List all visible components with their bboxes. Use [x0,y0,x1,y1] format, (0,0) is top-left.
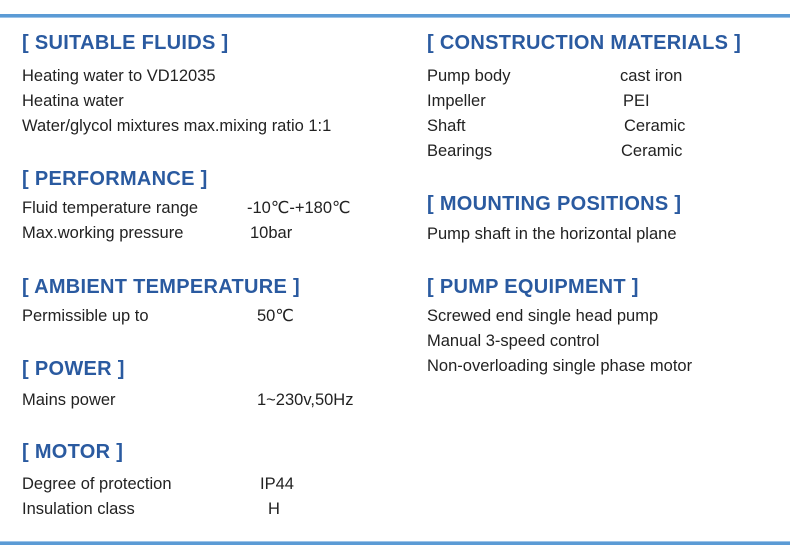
spec-label: Shaft [427,117,466,135]
list-item: Screwed end single head pump [427,307,659,325]
spec-row [22,497,407,522]
spec-label: Impeller [427,92,486,110]
spec-value: IP44 [260,475,294,493]
spec-row [427,139,777,164]
list-item: Heatina water [22,92,124,110]
section-motor [22,440,407,522]
spec-row [427,114,777,139]
spec-label: Pump body [427,67,511,85]
list-item: Heating water to VD12035 [22,67,216,85]
spec-value: -10℃-+180℃ [247,199,351,217]
spec-row [427,64,777,89]
spec-label: Max.working pressure [22,224,184,242]
spec-label: Permissible up to [22,307,149,325]
spec-value: 1~230v,50Hz [257,391,354,409]
heading-ambient-temperature: [ AMBIENT TEMPERATURE ] [22,276,300,298]
spec-value: Ceramic [624,117,686,135]
list-item: Pump shaft in the horizontal plane [427,225,677,243]
bottom-border [0,542,790,545]
spec-row [22,221,407,246]
section-ambient-temperature [22,275,407,329]
spec-label: Degree of protection [22,475,172,493]
spec-value: cast iron [620,67,683,85]
section-suitable-fluids [22,31,407,139]
spec-row [22,196,407,221]
spec-row [427,89,777,114]
heading-motor: [ MOTOR ] [22,441,124,463]
top-border [0,14,790,17]
section-performance [22,167,407,246]
section-mounting-positions [427,192,777,247]
spec-label: Fluid temperature range [22,199,199,217]
spec-value: 10bar [250,224,293,242]
spec-label: Bearings [427,142,493,160]
section-power [22,357,407,413]
heading-performance: [ PERFORMANCE ] [22,168,208,190]
heading-power: [ POWER ] [22,358,125,380]
spec-row [22,304,407,329]
spec-value: PEI [623,92,650,110]
heading-mounting-positions: [ MOUNTING POSITIONS ] [427,193,682,215]
section-construction-materials [427,31,777,164]
heading-construction-materials: [ CONSTRUCTION MATERIALS ] [427,32,742,54]
heading-suitable-fluids: [ SUITABLE FLUIDS ] [22,32,229,54]
heading-pump-equipment: [ PUMP EQUIPMENT ] [427,276,639,298]
section-pump-equipment [427,275,777,379]
spec-value: 50℃ [257,307,294,325]
list-item: Manual 3-speed control [427,332,600,350]
spec-value: Ceramic [621,142,683,160]
spec-value: H [268,500,280,518]
list-item: Non-overloading single phase motor [427,357,693,375]
spec-row [22,472,407,497]
list-item: Water/glycol mixtures max.mixing ratio 1:1 [22,117,332,135]
spec-label: Mains power [22,391,116,409]
spec-label: Insulation class [22,500,135,518]
spec-row [22,388,407,413]
